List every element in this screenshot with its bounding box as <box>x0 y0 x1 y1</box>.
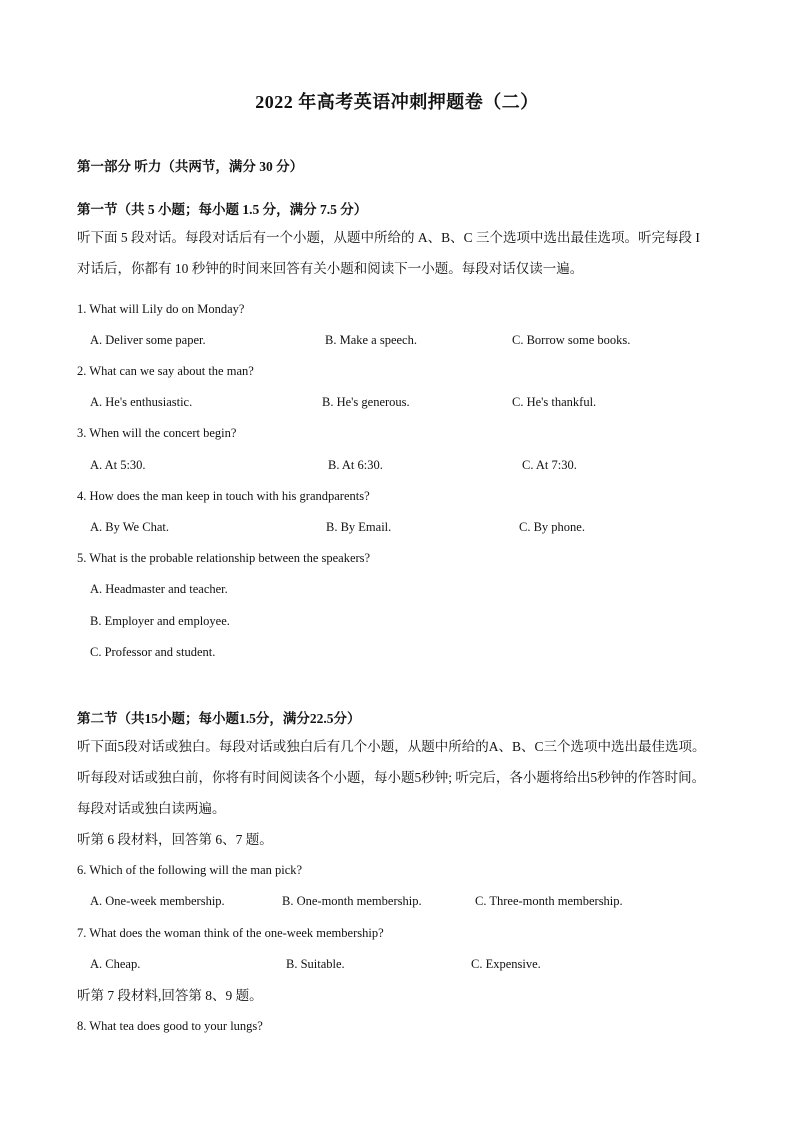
section-one-heading: 第一节（共 5 小题；每小题 1.5 分，满分 7.5 分） <box>77 202 368 217</box>
q5-option-c: C. Professor and student. <box>90 645 216 659</box>
instruction-line: 听下面 5 段对话。每段对话后有一个小题，从题中所给的 A、B、C 三个选项中选出最佳选项。听完每段 I <box>77 230 700 245</box>
question-7: 7. What does the woman think of the one-week membership? <box>77 926 384 940</box>
instruction-line: 对话后，你都有 10 秒钟的时间来回答有关小题和阅读下一小题。每段对话仅读一遍。 <box>77 261 584 276</box>
q6-option-a: A. One-week membership. <box>90 894 225 908</box>
q1-option-b: B. Make a speech. <box>325 333 417 347</box>
part-one-heading: 第一部分 听力（共两节，满分 30 分） <box>77 159 304 174</box>
q1-option-a: A. Deliver some paper. <box>90 333 206 347</box>
q2-option-a: A. He's enthusiastic. <box>90 395 193 409</box>
section-two-instructions <box>77 731 757 824</box>
q2-option-b: B. He's generous. <box>322 395 410 409</box>
question-1: 1. What will Lily do on Monday? <box>77 302 245 316</box>
q4-option-a: A. By We Chat. <box>90 520 169 534</box>
q5-option-a: A. Headmaster and teacher. <box>90 582 228 596</box>
q2-option-c: C. He's thankful. <box>512 395 597 409</box>
q3-option-c: C. At 7:30. <box>522 458 577 472</box>
question-3: 3. When will the concert begin? <box>77 426 237 440</box>
q5-option-b: B. Employer and employee. <box>90 614 230 628</box>
question-5: 5. What is the probable relationship between the speakers? <box>77 551 371 565</box>
material-6-label: 听第 6 段材料，回答第 6、7 题。 <box>77 832 273 847</box>
q6-option-b: B. One-month membership. <box>282 894 422 908</box>
q3-option-a: A. At 5:30. <box>90 458 146 472</box>
question-4: 4. How does the man keep in touch with his grandparents? <box>77 489 370 503</box>
section-two-heading: 第二节（共15小题；每小题1.5分，满分22.5分） <box>77 711 361 726</box>
q1-option-c: C. Borrow some books. <box>512 333 631 347</box>
q6-option-c: C. Three-month membership. <box>475 894 623 908</box>
q7-option-b: B. Suitable. <box>286 957 345 971</box>
material-7-label: 听第 7 段材料,回答第 8、9 题。 <box>77 988 263 1003</box>
page-title: 2022 年高考英语冲刺押题卷（二） <box>255 92 539 112</box>
instruction-line: 听下面5段对话或独白。每段对话或独白后有几个小题，从题中所给的A、B、C三个选项中选出最佳选项。 <box>77 739 706 754</box>
instruction-line: 听每段对话或独白前，你将有时间阅读各个小题，每小题5秒钟; 听完后，各小题将给出5秒钟的作答时间。 <box>77 770 706 785</box>
question-2: 2. What can we say about the man? <box>77 364 254 378</box>
q4-option-b: B. By Email. <box>326 520 392 534</box>
instruction-line: 每段对话或独白读两遍。 <box>77 801 226 816</box>
q7-option-c: C. Expensive. <box>471 957 541 971</box>
question-6: 6. Which of the following will the man pick? <box>77 863 303 877</box>
q4-option-c: C. By phone. <box>519 520 585 534</box>
q7-option-a: A. Cheap. <box>90 957 141 971</box>
question-8: 8. What tea does good to your lungs? <box>77 1019 263 1033</box>
section-one-instructions <box>77 222 727 284</box>
q3-option-b: B. At 6:30. <box>328 458 383 472</box>
